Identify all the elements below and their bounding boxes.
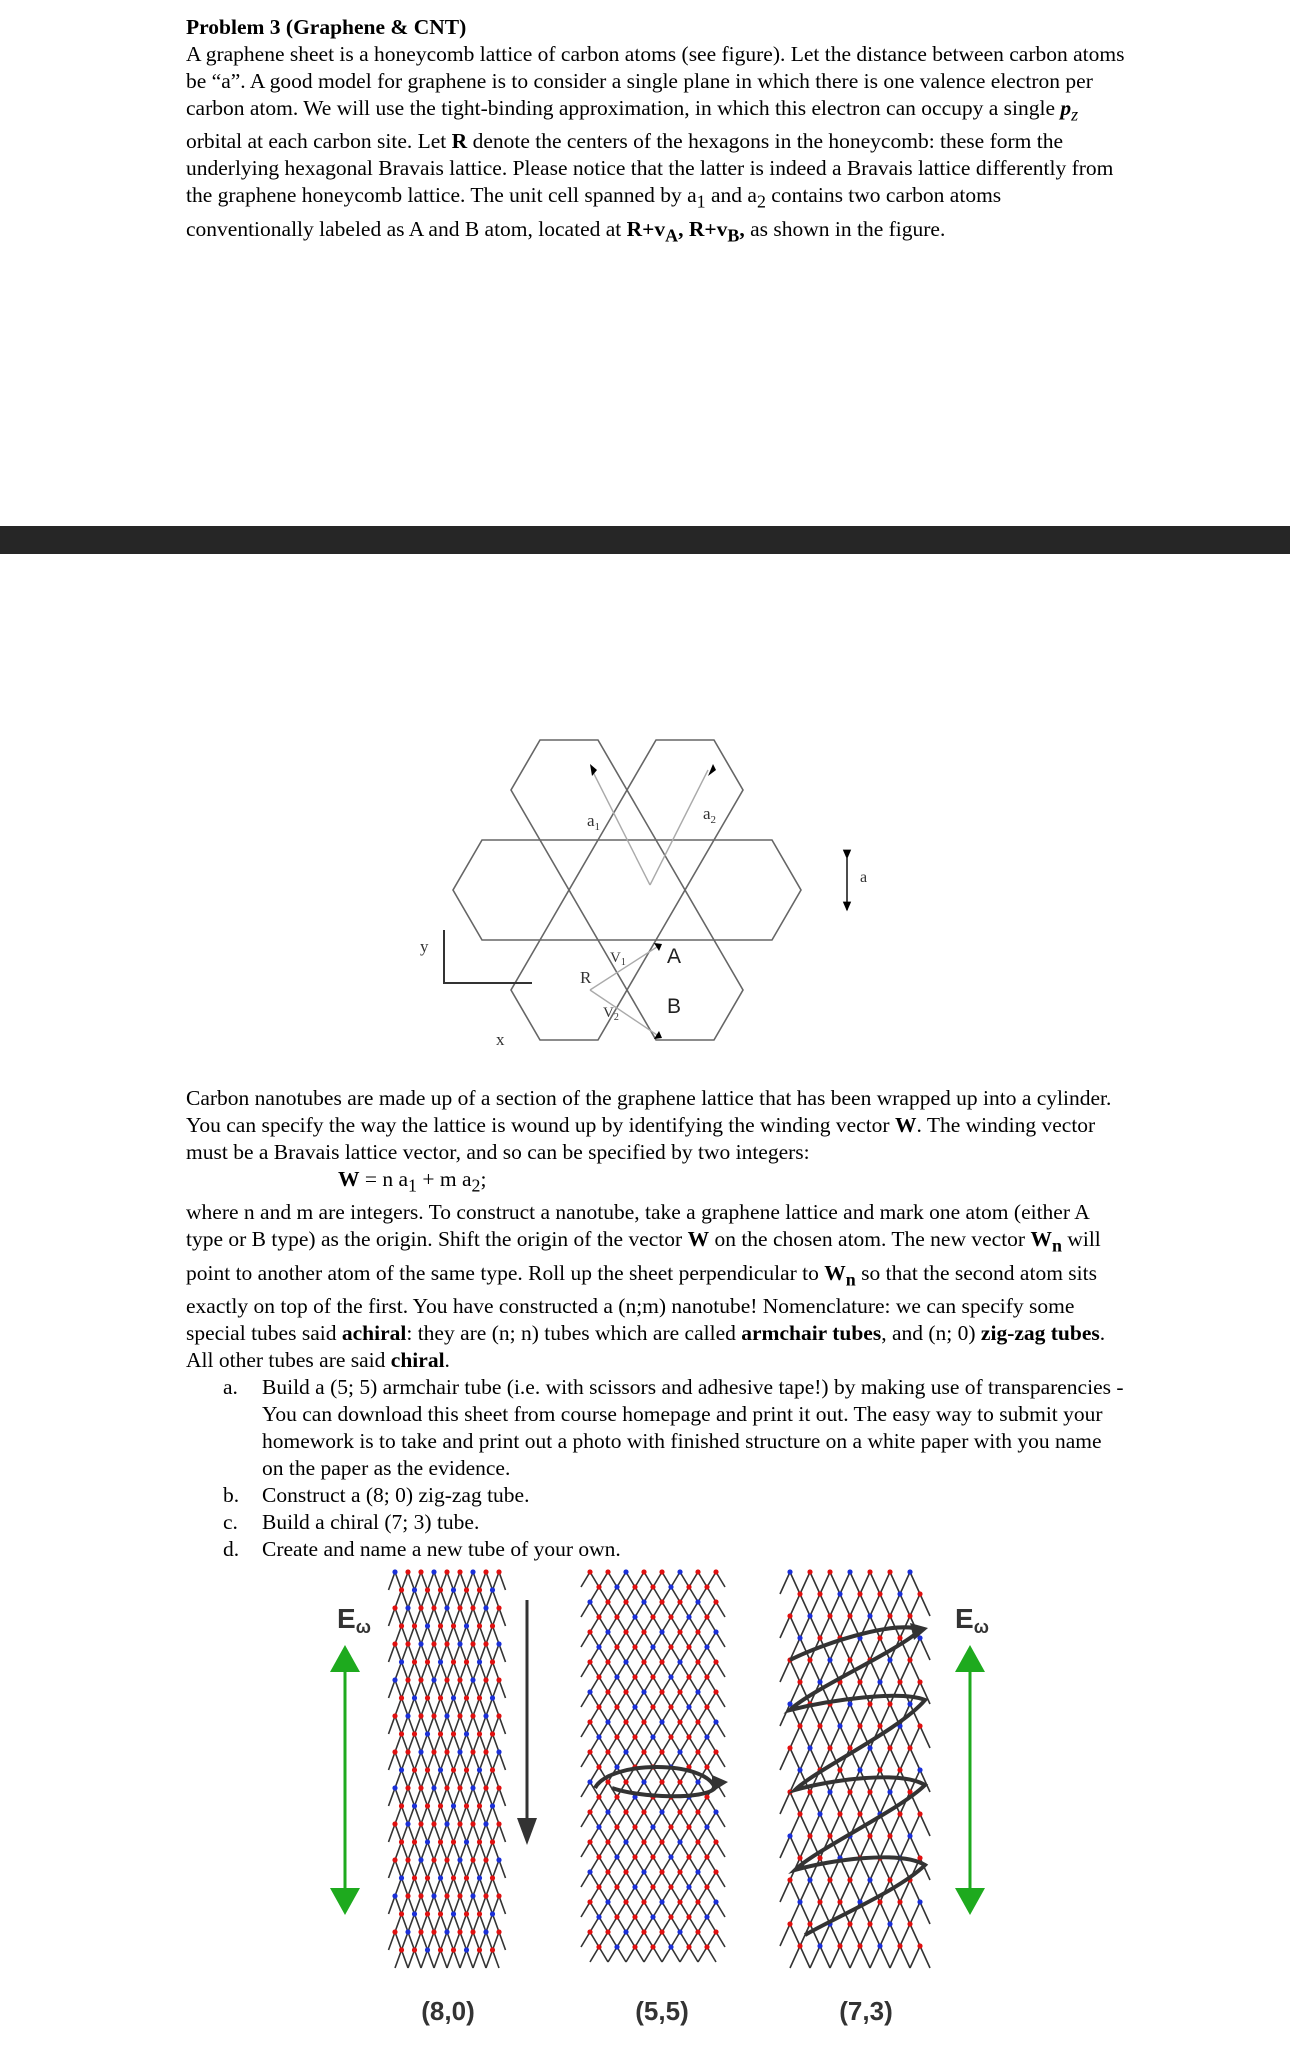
honeycomb-figure: [420, 700, 868, 1050]
tube-label: (5,5): [635, 1996, 689, 2026]
arrow-down-icon: [517, 1818, 537, 1845]
intro-paragraph: A graphene sheet is a honeycomb lattice of carbon atoms (see figure). Let the distance between carbon atoms be “a”. A good model for graphene is to consider a single plane in which there is one valence electron per carbon atom. We will use the tight-binding approximation, in which this electron can occupy a single $p_z$ orbital at each carbon site. Let R denote the centers of the hexagons in the honeycomb: these form the underlying hexagonal Bravais lattice. Please notice that the latter is indeed a Bravais lattice differently from the graphene honeycomb lattice. The unit cell spanned by $a_1$ and $a_2$ contains two carbon atoms conventionally labeled as A and B atom, located at $R+v_A$, $R+v_B$, as shown in the figure.: [186, 42, 1125, 245]
hexagon: [453, 840, 569, 940]
lattice-vectors: [590, 770, 708, 1037]
a2-arrowhead: [708, 764, 716, 776]
construction-paragraph: where n and m are integers. To construct a nanotube, take a graphene lattice and mark one atom (either A type or B type) as the origin. Shift the origin of the vector W on the chosen atom. The new vector $W_n$ will point to another atom of the same type. Roll up the sheet perpendicular to $W_n$ so that the second atom sits exactly on top of the first. You have constructed a (n;m) nanotube! Nomenclature: we can specify some special tubes said achiral: they are (n; n) tubes which are called armchair tubes, and (n; 0) zig-zag tubes. All other tubes are said chiral.: [186, 1200, 1106, 1372]
problem-intro: [186, 14, 1126, 249]
tube-label: (7,3): [839, 1996, 893, 2026]
a2-label: $a_2$: [703, 804, 717, 826]
a1-label: $a_1$: [587, 811, 601, 833]
arrow-down-icon: [955, 1888, 985, 1915]
hexagon: [627, 740, 743, 840]
arrow-down-icon: [330, 1888, 360, 1915]
arrow-up-icon: [955, 1645, 985, 1672]
hexagon: [685, 840, 801, 940]
nanotube-paragraph: Carbon nanotubes are made up of a section of the graphene lattice that has been wrapped up into a cylinder. You can specify the way the lattice is wound up by identifying the winding vector W. The winding vector must be a Bravais lattice vector, and so can be specified by two integers:: [186, 1086, 1112, 1164]
nanotube-figure: [300, 1545, 1040, 2045]
hexagon: [511, 740, 627, 840]
zigzag-down-arrow: [517, 1600, 537, 1845]
r-label: R: [580, 968, 592, 987]
separator-band: [0, 526, 1290, 554]
v1-arrowhead: [654, 943, 662, 951]
problem-title: Problem 3 (Graphene & CNT): [186, 15, 467, 39]
atom-a-label: A: [667, 945, 682, 968]
task-list: [186, 1374, 1126, 1563]
task-item: a. Build a (5; 5) armchair tube (i.e. with scissors and adhesive tape!) by making use of transparencies - You can download this sheet from course homepage and print it out. The easy way to submit your homework is to take and print out a photo with finished structure on a white paper with you name on the paper as the evidence.: [223, 1374, 1124, 1480]
nanotube-section: [186, 1085, 1126, 1563]
y-axis-label: y: [420, 937, 429, 956]
a-label: a: [860, 869, 868, 886]
v2-arrowhead: [654, 1031, 662, 1039]
right-e-arrow: [955, 1645, 985, 1915]
winding-formula: W = n $a_1 + m$ $a_2$;: [338, 1167, 487, 1196]
hexagon-cells: [453, 740, 801, 1040]
tube-label: (8,0): [421, 1996, 475, 2026]
v2-label: $V_2$: [603, 1005, 619, 1023]
e-omega-label-right: Eω: [955, 1603, 989, 1637]
hexagon: [569, 840, 685, 940]
a1-vector: [592, 770, 650, 885]
task-item: c. Build a chiral (7; 3) tube.: [223, 1509, 480, 1534]
arrow-up-icon: [330, 1645, 360, 1672]
x-axis-label: x: [496, 1030, 505, 1049]
v1-label: $V_1$: [610, 950, 626, 968]
e-omega-label-left: Eω: [337, 1603, 371, 1637]
nanotube-lattice: [389, 1569, 506, 1968]
task-item: d. Create and name a new tube of your own.: [223, 1536, 621, 1561]
task-item: b. Construct a (8; 0) zig-zag tube.: [223, 1482, 530, 1507]
atom-b-label: B: [667, 995, 682, 1018]
a2-vector: [650, 770, 708, 885]
left-e-arrow: [330, 1645, 360, 1915]
v2-vector: [590, 990, 660, 1037]
